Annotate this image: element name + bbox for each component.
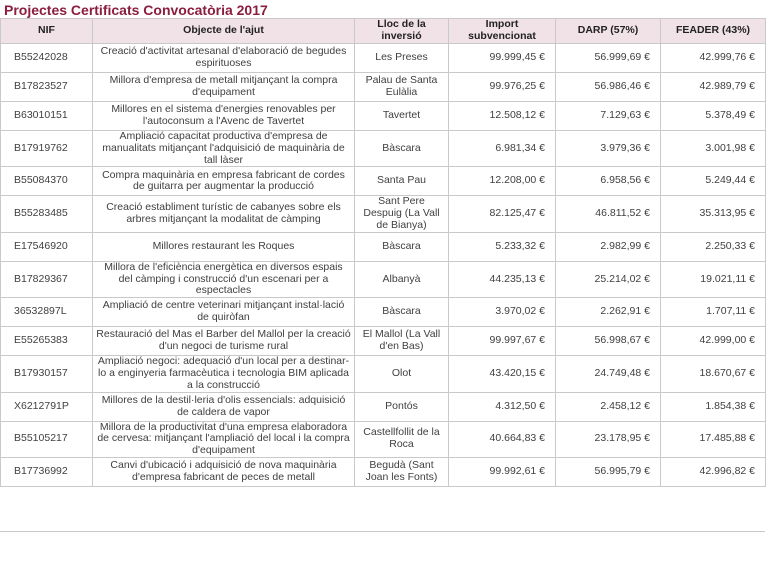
page-title: Projectes Certificats Convocatòria 2017 [4,2,268,18]
nif-cell: E55265383 [1,327,93,356]
darp-cell: 2.458,12 € [556,392,661,421]
import-cell: 40.664,83 € [449,421,556,457]
import-cell: 82.125,47 € [449,196,556,232]
feader-cell: 5.249,44 € [661,167,766,196]
nif-cell: B55084370 [1,167,93,196]
table-header [1,19,766,44]
feader-cell: 18.670,67 € [661,356,766,392]
lloc-cell: Bàscara [355,131,449,167]
darp-cell: 6.958,56 € [556,167,661,196]
objecte-cell: Creació establiment turístic de cabanyes sobre els arbres mitjançant la modalitat de càmping [93,196,355,232]
darp-cell: 3.979,36 € [556,131,661,167]
feader-cell: 42.999,76 € [661,44,766,73]
darp-cell: 24.749,48 € [556,356,661,392]
lloc-cell: Olot [355,356,449,392]
table-row [1,73,766,102]
darp-cell: 25.214,02 € [556,261,661,297]
import-cell: 6.981,34 € [449,131,556,167]
feader-cell: 42.996,82 € [661,457,766,486]
darp-cell: 23.178,95 € [556,421,661,457]
nif-cell: B17919762 [1,131,93,167]
objecte-cell: Millora de la productivitat d'una empresa elaboradora de cervesa: mitjançant l'ampliació del local i la compra d'equipament [93,421,355,457]
import-cell: 3.970,02 € [449,298,556,327]
objecte-cell: Ampliació capacitat productiva d'empresa de manualitats mitjançant l'adquisició de maquinària de tall làser [93,131,355,167]
column-header-feader: FEADER (43%) [661,19,766,44]
import-cell: 99.992,61 € [449,457,556,486]
darp-cell: 2.262,91 € [556,298,661,327]
table-row [1,421,766,457]
nif-cell: B55242028 [1,44,93,73]
import-cell: 5.233,32 € [449,232,556,261]
nif-cell: B55105217 [1,421,93,457]
lloc-cell: Bàscara [355,232,449,261]
header-row [1,19,766,44]
table-row [1,298,766,327]
darp-cell: 56.999,69 € [556,44,661,73]
table-row [1,327,766,356]
lloc-cell: Begudà (Sant Joan les Fonts) [355,457,449,486]
darp-cell: 56.995,79 € [556,457,661,486]
nif-cell: E17546920 [1,232,93,261]
nif-cell: B17829367 [1,261,93,297]
lloc-cell: Santa Pau [355,167,449,196]
bottom-divider [0,531,765,532]
nif-cell: B17930157 [1,356,93,392]
nif-cell: B63010151 [1,102,93,131]
import-cell: 99.997,67 € [449,327,556,356]
import-cell: 44.235,13 € [449,261,556,297]
nif-cell: B17823527 [1,73,93,102]
objecte-cell: Canvi d'ubicació i adquisició de nova maquinària d'empresa fabricant de peces de metall [93,457,355,486]
import-cell: 12.508,12 € [449,102,556,131]
nif-cell: X6212791P [1,392,93,421]
column-header-lloc: Lloc de la inversió [355,19,449,44]
lloc-cell: Palau de Santa Eulàlia [355,73,449,102]
objecte-cell: Millores en el sistema d'energies renovables per l'autoconsum a l'Avenc de Tavertet [93,102,355,131]
feader-cell: 1.707,11 € [661,298,766,327]
nif-cell: 36532897L [1,298,93,327]
import-cell: 43.420,15 € [449,356,556,392]
lloc-cell: Albanyà [355,261,449,297]
feader-cell: 1.854,38 € [661,392,766,421]
lloc-cell: Sant Pere Despuig (La Vall de Bianya) [355,196,449,232]
table-row [1,167,766,196]
lloc-cell: Les Preses [355,44,449,73]
darp-cell: 56.986,46 € [556,73,661,102]
feader-cell: 42.999,00 € [661,327,766,356]
objecte-cell: Millora de l'eficiència energètica en diversos espais del càmping i construcció d'un escenari per a espectacles [93,261,355,297]
darp-cell: 46.811,52 € [556,196,661,232]
darp-cell: 56.998,67 € [556,327,661,356]
objecte-cell: Compra maquinària en empresa fabricant de cordes de guitarra per augmentar la producció [93,167,355,196]
feader-cell: 5.378,49 € [661,102,766,131]
lloc-cell: Bàscara [355,298,449,327]
table-row [1,392,766,421]
feader-cell: 35.313,95 € [661,196,766,232]
lloc-cell: Castellfollit de la Roca [355,421,449,457]
table-row [1,232,766,261]
column-header-import: Import subvencionat [449,19,556,44]
darp-cell: 7.129,63 € [556,102,661,131]
nif-cell: B17736992 [1,457,93,486]
lloc-cell: Pontós [355,392,449,421]
import-cell: 99.976,25 € [449,73,556,102]
objecte-cell: Millora d'empresa de metall mitjançant la compra d'equipament [93,73,355,102]
table-body [1,44,766,487]
objecte-cell: Ampliació negoci: adequació d'un local per a destinar-lo a enginyeria farmacèutica i tecnologia BIM aplicada a la construcció [93,356,355,392]
table-row [1,457,766,486]
objecte-cell: Millores restaurant les Roques [93,232,355,261]
table-row [1,261,766,297]
table-row [1,131,766,167]
table-row [1,102,766,131]
table-row [1,196,766,232]
objecte-cell: Restauració del Mas el Barber del Mallol per la creació d'un negoci de turisme rural [93,327,355,356]
import-cell: 4.312,50 € [449,392,556,421]
feader-cell: 17.485,88 € [661,421,766,457]
column-header-objecte: Objecte de l'ajut [93,19,355,44]
lloc-cell: Tavertet [355,102,449,131]
import-cell: 99.999,45 € [449,44,556,73]
feader-cell: 3.001,98 € [661,131,766,167]
lloc-cell: El Mallol (La Vall d'en Bas) [355,327,449,356]
column-header-darp: DARP (57%) [556,19,661,44]
column-header-nif: NIF [1,19,93,44]
objecte-cell: Ampliació de centre veterinari mitjançant instal·lació de quiròfan [93,298,355,327]
table-row [1,356,766,392]
feader-cell: 42.989,79 € [661,73,766,102]
table-row [1,44,766,73]
darp-cell: 2.982,99 € [556,232,661,261]
projects-table [0,18,766,487]
feader-cell: 19.021,11 € [661,261,766,297]
nif-cell: B55283485 [1,196,93,232]
objecte-cell: Millores de la destil·leria d'olis essencials: adquisició de caldera de vapor [93,392,355,421]
objecte-cell: Creació d'activitat artesanal d'elaboració de begudes espirituoses [93,44,355,73]
import-cell: 12.208,00 € [449,167,556,196]
feader-cell: 2.250,33 € [661,232,766,261]
